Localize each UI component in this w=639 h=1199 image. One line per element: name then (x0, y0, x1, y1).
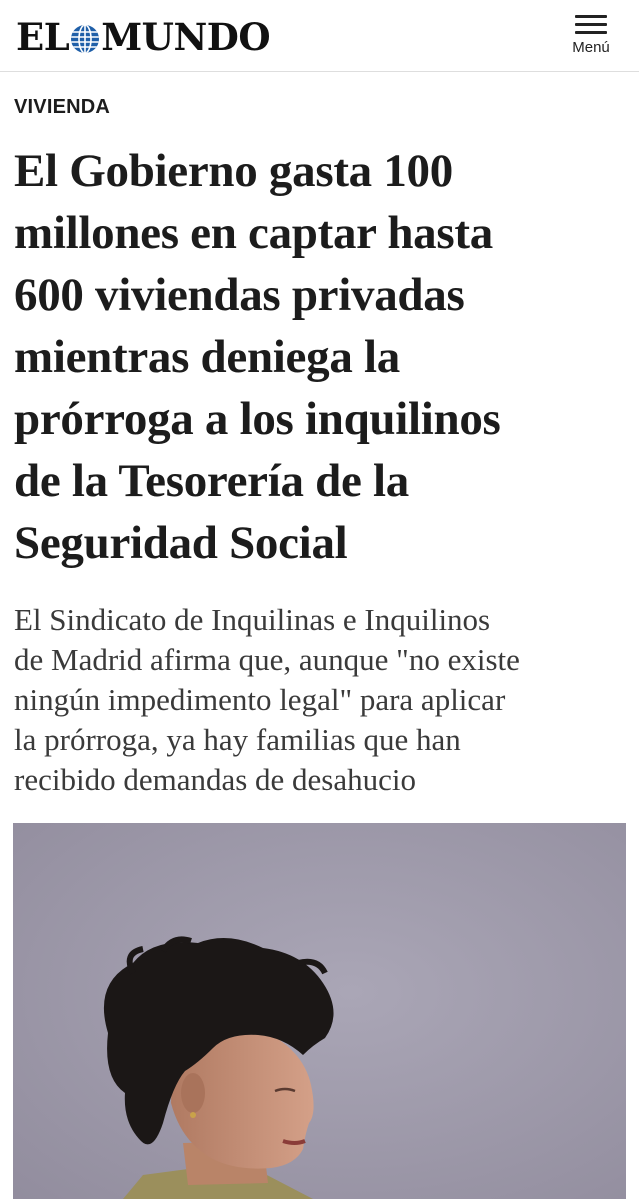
headline-line: mientras deniega la (14, 331, 400, 383)
photo-illustration (13, 823, 626, 1199)
headline-line: de la Tesorería de la (14, 455, 409, 507)
article-standfirst (14, 600, 626, 800)
headline-line: prórroga a los inquilinos (14, 393, 501, 445)
el-mundo-logo[interactable] (16, 15, 270, 59)
headline-line: Seguridad Social (14, 517, 348, 569)
standfirst-line: ningún impedimento legal" para aplicar (14, 682, 506, 717)
article-headline (14, 140, 610, 574)
standfirst-line: de Madrid afirma que, aunque "no existe (14, 642, 520, 677)
headline-line: millones en captar hasta (14, 207, 493, 259)
standfirst-line: El Sindicato de Inquilinas e Inquilinos (14, 602, 491, 637)
hamburger-menu-icon (575, 14, 607, 36)
section-tag[interactable]: VIVIENDA (14, 96, 111, 118)
article-photo[interactable] (13, 823, 626, 1199)
site-header (0, 0, 639, 72)
headline-line: El Gobierno gasta 100 (14, 145, 453, 197)
menu-label: Menú (572, 39, 610, 56)
globe-icon (70, 23, 100, 53)
menu-button[interactable] (567, 14, 615, 62)
standfirst-line: recibido demandas de desahucio (14, 762, 416, 797)
headline-line: 600 viviendas privadas (14, 269, 465, 321)
logo-text-mundo: MUNDO (101, 14, 271, 59)
standfirst-line: la prórroga, ya hay familias que han (14, 722, 461, 757)
logo-text-el: EL (16, 14, 70, 59)
